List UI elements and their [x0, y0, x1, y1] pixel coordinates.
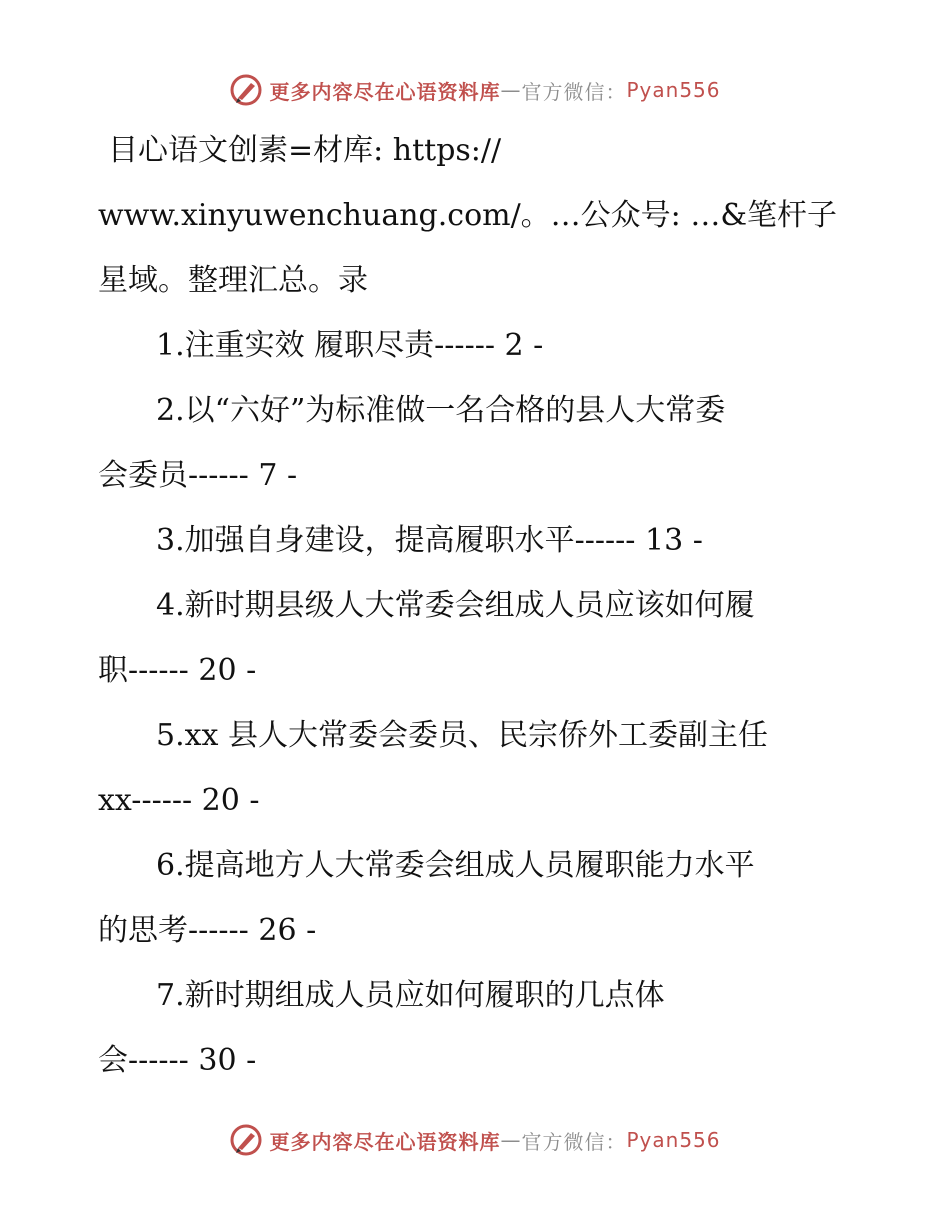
- toc-item-text: 职------ 20 -: [98, 653, 257, 688]
- toc-item-text: xx------ 20 -: [98, 783, 260, 818]
- header-watermark-banner: [0, 70, 950, 110]
- banner-account: Pyan556: [626, 1128, 721, 1152]
- toc-item-text: 3.加强自身建设，提高履职水平------ 13 -: [156, 523, 703, 558]
- banner-main-text: 更多内容尽在心语资料库: [269, 1129, 501, 1154]
- document-body: [98, 118, 848, 1093]
- toc-item[interactable]: [98, 703, 848, 833]
- banner-separator: —: [500, 78, 522, 102]
- toc-item-text: 4.新时期县级人大常委会组成人员应该如何履: [156, 588, 755, 623]
- toc-item[interactable]: [98, 963, 848, 1093]
- toc-item-text: 7.新时期组成人员应如何履职的几点体: [156, 978, 665, 1013]
- banner-main-text: 更多内容尽在心语资料库: [269, 79, 501, 104]
- banner-official-label: 官方微信：: [521, 79, 627, 104]
- source-info-line: 目心语文创素=材库: https://: [108, 133, 502, 168]
- banner-official-label: 官方微信：: [521, 1129, 627, 1154]
- toc-item-text: 会------ 30 -: [98, 1043, 257, 1078]
- source-info-paragraph: [98, 118, 848, 313]
- toc-item-text: 6.提高地方人大常委会组成人员履职能力水平: [156, 848, 755, 883]
- source-info-line: www.xinyuwenchuang.com/。…公众号: …&笔杆子: [98, 198, 838, 233]
- toc-item[interactable]: [98, 508, 848, 573]
- banner-separator: —: [500, 1128, 522, 1152]
- source-info-line: 星域。整理汇总。录: [98, 263, 368, 298]
- toc-item[interactable]: [98, 833, 848, 963]
- toc-item-text: 1.注重实效 履职尽责------ 2 -: [156, 328, 544, 363]
- pen-logo-icon: [229, 73, 263, 107]
- toc-item-text: 5.xx 县人大常委会委员、民宗侨外工委副主任: [156, 718, 768, 753]
- toc-item[interactable]: [98, 378, 848, 508]
- toc-item-text: 会委员------ 7 -: [98, 458, 298, 493]
- pen-logo-icon: [229, 1123, 263, 1157]
- toc-item[interactable]: [98, 313, 848, 378]
- toc-item[interactable]: [98, 573, 848, 703]
- footer-watermark-banner: [0, 1120, 950, 1160]
- toc-item-text: 的思考------ 26 -: [98, 913, 317, 948]
- toc-item-text: 2.以“六好”为标准做一名合格的县人大常委: [156, 393, 726, 428]
- banner-account: Pyan556: [626, 78, 721, 102]
